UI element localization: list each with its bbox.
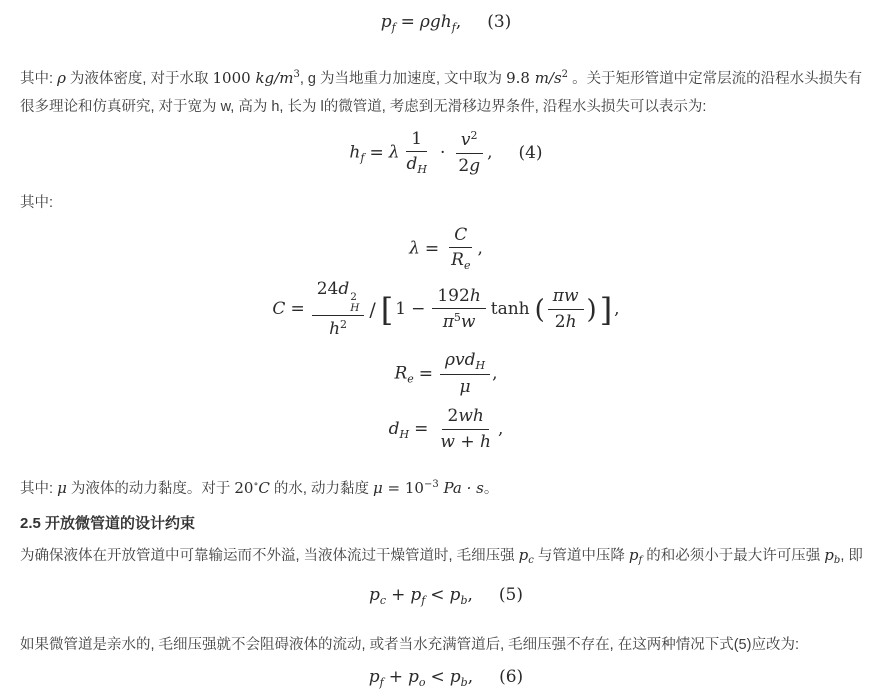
fraction-denominator — [453, 154, 485, 177]
math-token: , — [477, 238, 483, 259]
fraction-numerator — [442, 406, 488, 429]
math-token: R — [451, 250, 464, 271]
math-sub: H — [399, 428, 410, 442]
math-token: p — [410, 584, 422, 605]
text-run: 其中: — [20, 195, 54, 211]
math-operator: = — [414, 419, 429, 440]
math-token: ρgh — [419, 12, 452, 32]
math-operator: < — [430, 666, 445, 687]
math-sub: f — [391, 21, 396, 34]
fraction — [440, 350, 490, 398]
math-token: 2 — [447, 406, 459, 427]
fraction-numerator: πw — [548, 286, 584, 309]
text-run: 为确保液体在开放管道中可靠输运而不外溢, 当液体流过干燥管道时, 毛细压强 — [20, 547, 519, 564]
math-token: 1000 — [212, 69, 256, 87]
math-sub: H — [350, 302, 360, 315]
equation-5 — [20, 585, 872, 607]
text-run: 的和必须小于最大许可压强 — [642, 547, 825, 564]
math-lambda: λ — [409, 238, 420, 259]
math-function-tanh: tanh — [490, 299, 530, 320]
paragraph-design-constraint — [20, 541, 872, 575]
text-run: 与管道中压降 — [533, 547, 629, 564]
math-token: p — [380, 12, 392, 32]
math-operator: + — [391, 584, 406, 605]
math-operator: = — [382, 478, 405, 497]
paragraph-hydrophilic — [20, 631, 872, 659]
math-sub: H — [417, 163, 427, 177]
math-sup: ∘ — [253, 478, 259, 490]
math-sub: f — [421, 593, 426, 607]
fraction-denominator — [324, 316, 352, 340]
math-token: 2 — [554, 311, 566, 332]
equation-6 — [20, 667, 872, 689]
math-token: C — [258, 478, 270, 497]
fraction-numerator — [312, 279, 365, 316]
equation-c — [20, 279, 872, 340]
math-token: 1 — [395, 299, 407, 320]
math-sub: f — [451, 21, 456, 34]
math-token: 2 — [458, 155, 470, 176]
fraction-denominator: μ — [459, 377, 471, 398]
math-operator: = — [418, 363, 434, 384]
math-token: h — [329, 319, 341, 340]
math-lambda: λ — [388, 142, 400, 163]
right-paren: ) — [586, 294, 597, 325]
fraction — [453, 129, 485, 177]
math-token: , — [487, 142, 493, 163]
equation-4 — [20, 129, 872, 177]
text-run: 为液体的动力黏度。对于 — [66, 480, 235, 497]
fraction-numerator: 1 — [406, 129, 427, 152]
equation-lambda — [20, 225, 872, 273]
math-token: π — [442, 312, 454, 333]
math-token: , — [492, 363, 498, 384]
math-operator: · — [439, 142, 446, 163]
fraction — [446, 225, 475, 273]
math-operator: < — [430, 584, 445, 605]
math-token: , — [497, 419, 504, 440]
text-run: 。关于矩形管道中定常层流的沿程水头损失有很多理论和仿真研究, 对于宽为 w, 高为 h, 长为 l的微管道, 考虑到无滑移边界条件, 沿程水头损失可以表示为: — [20, 71, 863, 115]
math-token: h — [565, 311, 577, 332]
fraction — [312, 279, 365, 340]
fraction — [401, 129, 431, 177]
text-run: 的水, 动力黏度 — [269, 480, 373, 497]
math-sub: o — [418, 675, 426, 689]
math-token: d — [388, 419, 400, 440]
math-token: ρvd — [445, 350, 476, 371]
text-run: 如果微管道是亲水的, 毛细压强就不会阻碍液体的流动, 或者当水充满管道后, 毛细压强不存在, 在这两种情况下式(5)应改为: — [20, 636, 799, 653]
math-supsub — [350, 292, 359, 314]
equation-tag: (3) — [487, 12, 512, 32]
equation-reynolds — [20, 350, 872, 398]
math-token: p — [449, 666, 461, 687]
math-sup: −3 — [423, 478, 439, 490]
fraction-denominator: w + h — [440, 431, 491, 452]
math-rho: ρ — [57, 69, 66, 87]
math-operator: + — [388, 666, 403, 687]
math-token: p — [824, 545, 834, 564]
fraction-denominator — [401, 152, 431, 177]
math-token: C — [272, 299, 286, 320]
math-sub: f — [360, 151, 365, 165]
fraction-denominator — [550, 310, 582, 333]
math-sup: 2 — [350, 291, 357, 303]
math-sub: b — [460, 593, 468, 607]
document-page — [0, 12, 892, 689]
equation-hydraulic-diameter — [20, 406, 872, 453]
math-sup: 3 — [293, 69, 300, 80]
math-sup: 2 — [561, 69, 569, 80]
fraction-denominator — [438, 309, 481, 333]
math-sub: b — [833, 554, 841, 566]
math-token: , — [614, 299, 620, 320]
equation-tag: (5) — [498, 584, 523, 605]
math-token: p — [369, 584, 380, 605]
text-run: 。 — [483, 480, 499, 497]
math-token: m/s — [534, 69, 562, 87]
fraction — [435, 406, 496, 453]
fraction-numerator: C — [449, 225, 472, 248]
math-token: 10 — [404, 478, 424, 497]
equation-3 — [20, 12, 872, 34]
text-run: , 即 — [840, 547, 863, 564]
paragraph-viscosity — [20, 471, 872, 503]
math-operator: = — [424, 238, 440, 259]
fraction-denominator — [446, 248, 475, 273]
math-token: p — [408, 666, 419, 687]
math-sub: e — [407, 372, 414, 386]
math-sub: e — [463, 259, 471, 273]
math-token: w — [460, 312, 476, 333]
fraction-numerator — [456, 129, 483, 153]
math-token: p — [518, 545, 529, 564]
paragraph-where — [20, 189, 872, 217]
math-token: kg/m — [255, 69, 294, 87]
math-token: 192 — [437, 285, 470, 306]
left-paren: ( — [534, 294, 545, 325]
text-run: 其中: — [20, 71, 58, 87]
math-operator: = — [369, 142, 384, 163]
math-token: d — [338, 279, 350, 299]
section-heading-2-5: 2.5 开放微管道的设计约束 — [20, 514, 196, 532]
math-token: h — [469, 285, 481, 306]
math-token: wh — [458, 406, 484, 427]
math-operator: = — [400, 12, 415, 32]
math-token: R — [394, 363, 408, 384]
math-operator: = — [290, 299, 305, 320]
math-token: Pa · s — [438, 478, 484, 497]
text-run: 为液体密度, 对于水取 — [65, 71, 213, 87]
math-token: g — [469, 155, 481, 176]
math-sub: f — [638, 554, 643, 566]
math-operator: / — [369, 298, 376, 321]
math-mu: μ — [372, 478, 383, 497]
fraction-numerator — [432, 286, 485, 309]
math-operator: − — [411, 299, 426, 320]
text-run: , g 为当地重力加速度, 文中取为 — [299, 71, 507, 87]
left-bracket: [ — [380, 290, 394, 329]
math-token: p — [368, 666, 380, 687]
right-bracket: ] — [599, 290, 613, 329]
math-token: , — [467, 666, 474, 687]
fraction-numerator — [440, 350, 490, 375]
math-sup: 2 — [470, 129, 478, 143]
equation-tag: (6) — [499, 666, 524, 687]
math-token: 20 — [234, 478, 254, 497]
math-token: v — [460, 130, 471, 151]
math-token: p — [628, 545, 639, 564]
fraction — [432, 286, 485, 334]
math-token: h — [349, 142, 361, 163]
math-token: , — [467, 584, 473, 605]
math-mu: μ — [57, 478, 67, 497]
paragraph-density-intro — [20, 61, 872, 121]
math-token: d — [406, 154, 418, 175]
math-token: p — [449, 584, 461, 605]
math-sub: c — [528, 554, 534, 566]
equation-tag: (4) — [518, 142, 543, 163]
math-sub: c — [379, 593, 387, 607]
math-sub: H — [475, 359, 486, 373]
math-sub: b — [460, 675, 468, 689]
math-sup: 2 — [340, 318, 348, 332]
math-token: , — [455, 12, 462, 32]
math-sup: 5 — [453, 311, 461, 325]
fraction — [548, 286, 584, 333]
math-token: 9.8 — [506, 69, 535, 87]
math-sub: f — [379, 675, 384, 689]
math-token: 24 — [316, 279, 339, 299]
text-run: 其中: — [20, 480, 58, 497]
